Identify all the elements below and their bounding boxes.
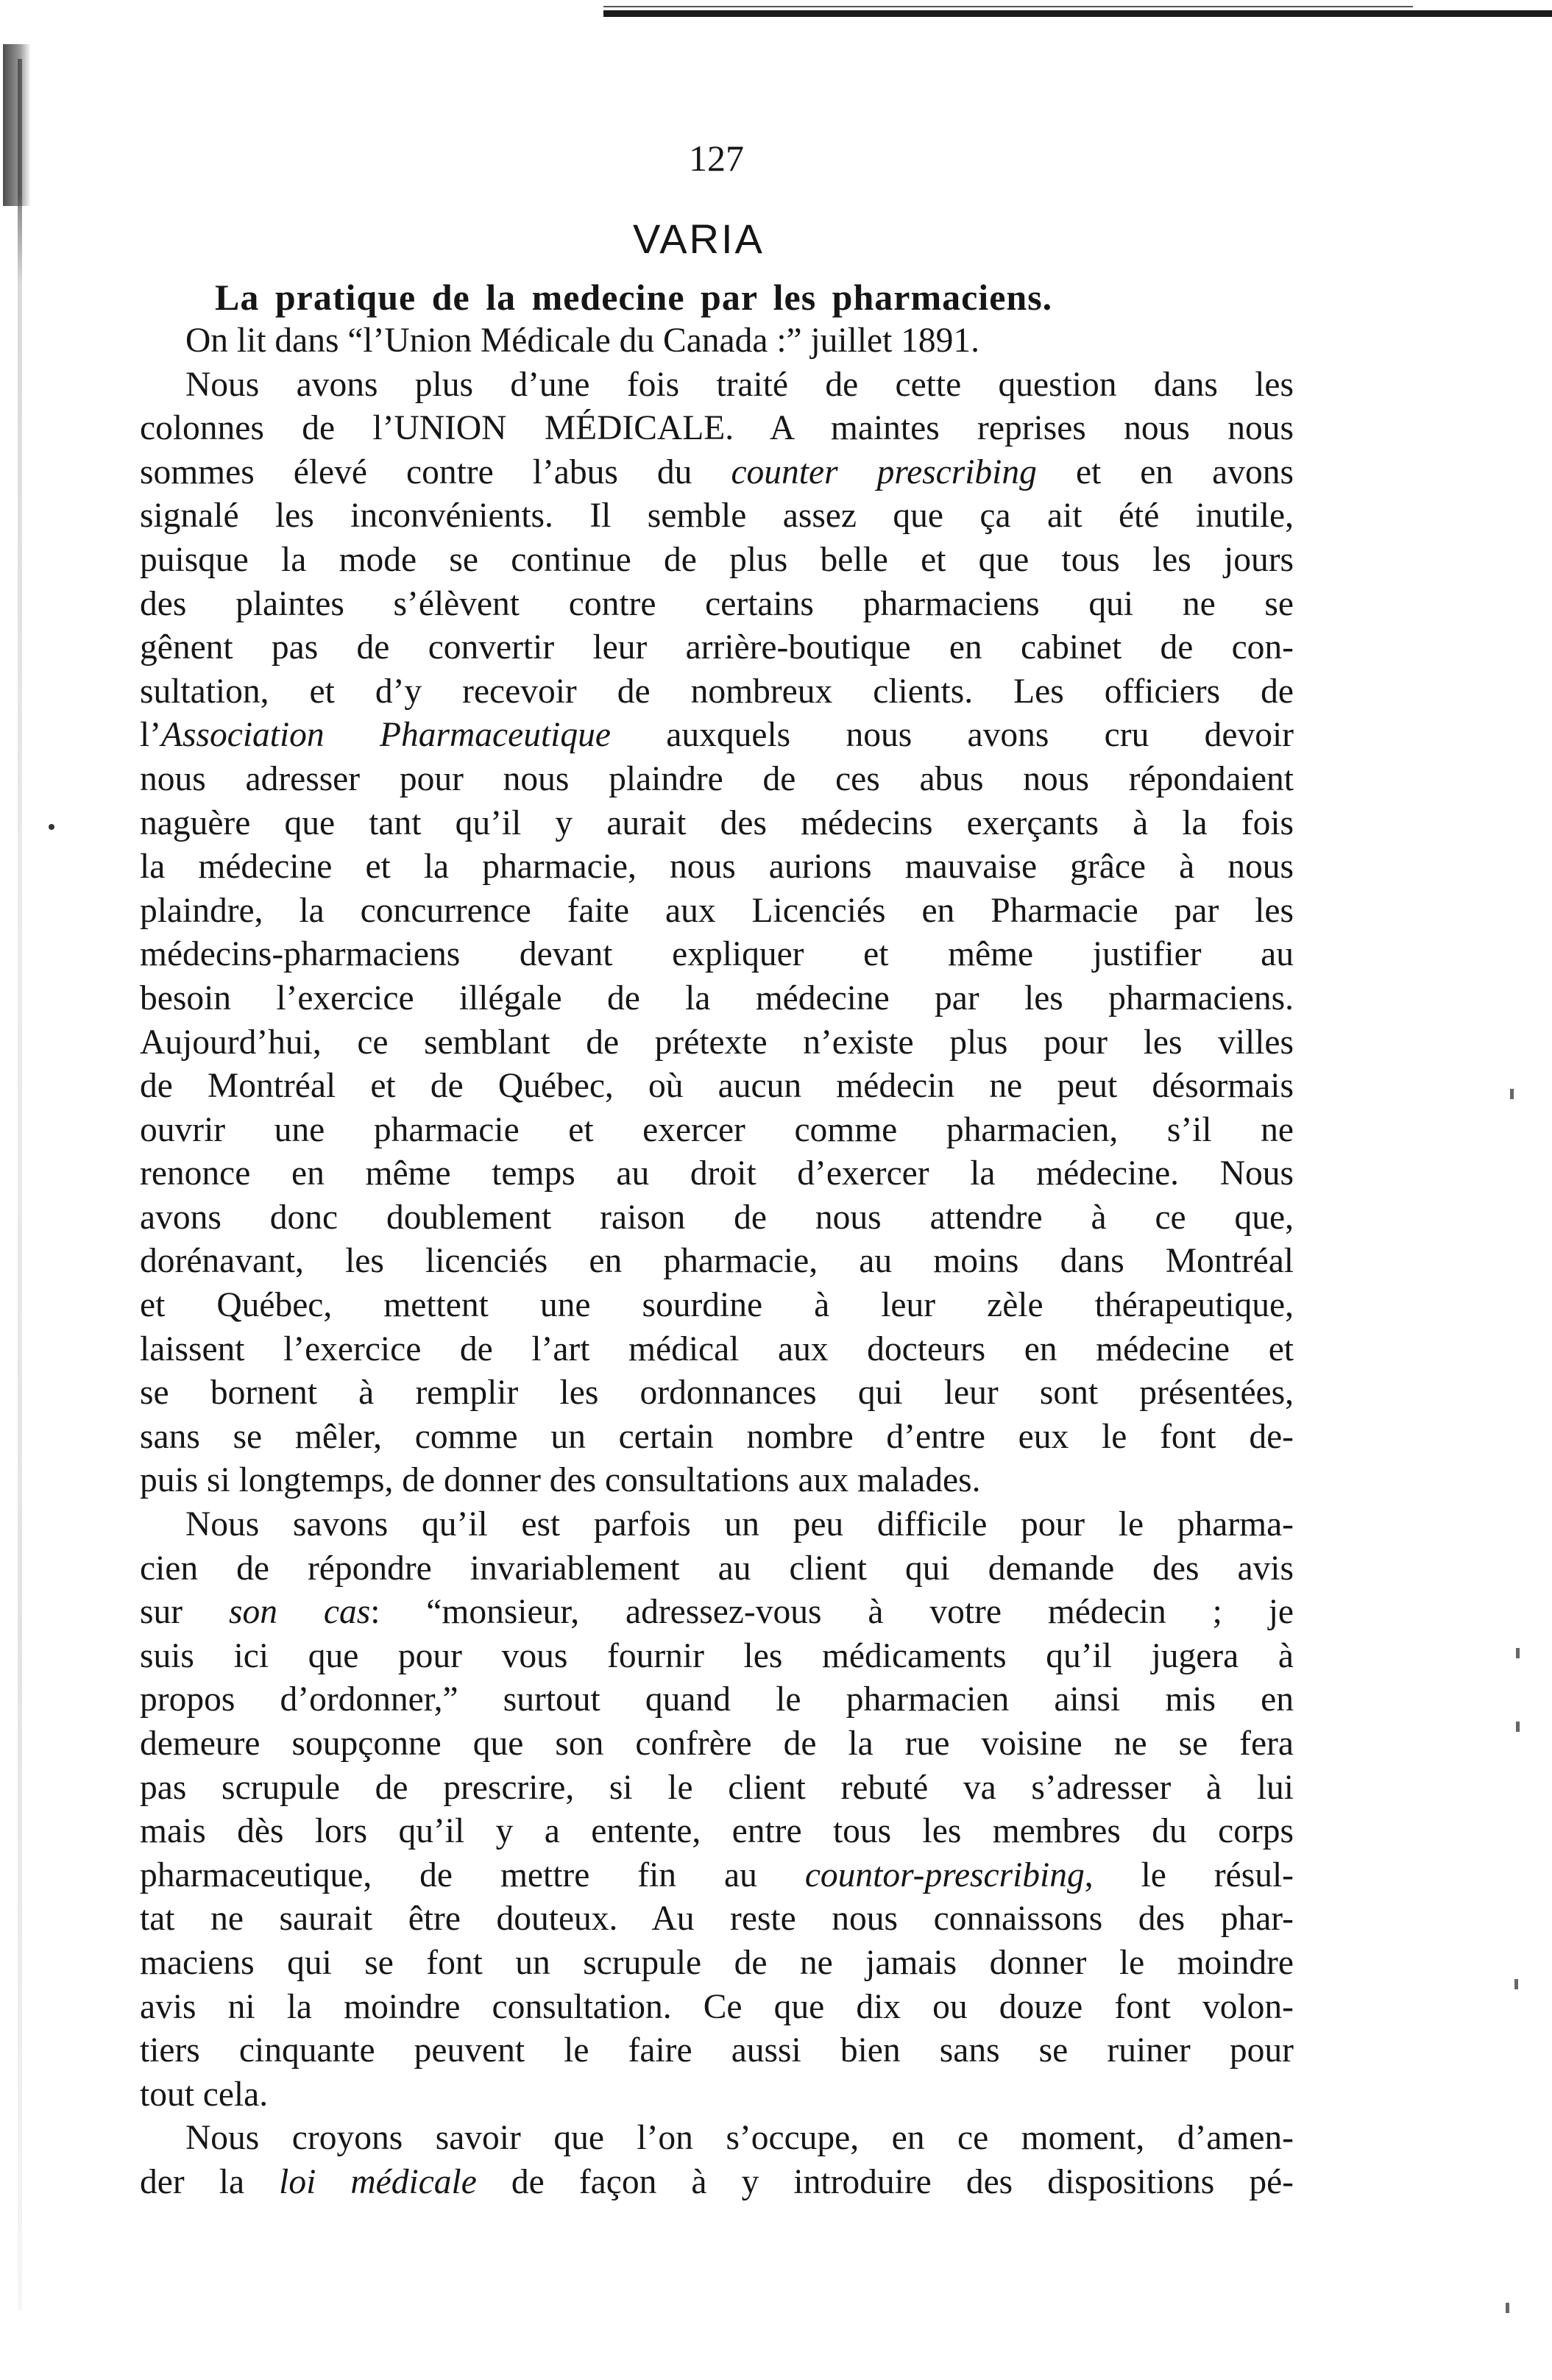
text-line: puisque la mode se continue de plus belle et que tous les jours	[140, 540, 1294, 579]
text-line: maciens qui se font un scrupule de ne jamais donner le moindre	[140, 1943, 1294, 1982]
text-line: plaindre, la concurrence faite aux Licenciés en Pharmacie par les	[140, 891, 1294, 930]
section-heading: VARIA	[633, 216, 765, 262]
text-line: avis ni la moindre consultation. Ce que dix ou douze font volon-	[140, 1987, 1294, 2026]
text-line: nous adresser pour nous plaindre de ces abus nous répondaient	[140, 759, 1294, 798]
text-line: tiers cinquante peuvent le faire aussi bien sans se ruiner pour	[140, 2031, 1294, 2070]
text-line: gênent pas de convertir leur arrière-boutique en cabinet de con-	[140, 628, 1294, 667]
text-line: sans se mêler, comme un certain nombre d’entre eux le font de-	[140, 1417, 1294, 1456]
text-line: pharmaceutique, de mettre fin au countor-prescribing, le résul-	[140, 1855, 1294, 1894]
margin-speck	[1516, 1648, 1520, 1658]
text-line: besoin l’exercice illégale de la médecine par les pharmaciens.	[140, 978, 1294, 1017]
page-edge-shadow	[18, 59, 22, 2310]
binding-shadow	[3, 44, 31, 206]
text-line: sommes élevé contre l’abus du counter prescribing et en avons	[140, 452, 1294, 491]
text-line: puis si longtemps, de donner des consultations aux malades.	[140, 1461, 981, 1500]
text-line: Nous savons qu’il est parfois un peu difficile pour le pharma-	[185, 1505, 1294, 1544]
text-line: On lit dans “l’Union Médicale du Canada :” juillet 1891.	[185, 322, 980, 360]
text-line: naguère que tant qu’il y aurait des médecins exerçants à la fois	[140, 803, 1294, 842]
scan-edge-line	[603, 6, 1413, 7]
text-line: médecins-pharmaciens devant expliquer et même justifier au	[140, 935, 1294, 974]
text-line: dorénavant, les licenciés en pharmacie, au moins dans Montréal	[140, 1242, 1294, 1281]
article-body	[140, 319, 1294, 2205]
text-line: mais dès lors qu’il y a entente, entre tous les membres du corps	[140, 1812, 1294, 1851]
text-line: des plaintes s’élèvent contre certains pharmaciens qui ne se	[140, 584, 1294, 623]
text-line: suis ici que pour vous fournir les médicaments qu’il jugera à	[140, 1636, 1294, 1675]
text-line: der la loi médicale de façon à y introduire des dispositions pé-	[140, 2162, 1294, 2201]
text-line: de Montréal et de Québec, où aucun médecin ne peut désormais	[140, 1067, 1294, 1106]
margin-speck	[1506, 2303, 1509, 2313]
text-line: laissent l’exercice de l’art médical aux docteurs en médecine et	[140, 1329, 1294, 1368]
article-title: La pratique de la medecine par les pharmaciens.	[215, 277, 1053, 318]
text-line: colonnes de l’UNION MÉDICALE. A maintes reprises nous nous	[140, 409, 1294, 448]
text-line: pas scrupule de prescrire, si le client rebuté va s’adresser à lui	[140, 1768, 1294, 1807]
text-line: la médecine et la pharmacie, nous aurions mauvaise grâce à nous	[140, 848, 1294, 887]
scan-top-border	[603, 10, 1552, 17]
text-line: l’Association Pharmaceutique auxquels nous avons cru devoir	[140, 716, 1294, 755]
ink-speck	[49, 824, 54, 830]
text-line: Nous avons plus d’une fois traité de cette question dans les	[185, 365, 1294, 404]
text-line: tat ne saurait être douteux. Au reste nous connaissons des phar-	[140, 1900, 1294, 1939]
text-line: cien de répondre invariablement au client qui demande des avis	[140, 1549, 1294, 1588]
text-line: tout cela.	[140, 2075, 269, 2114]
margin-speck	[1514, 1979, 1518, 1989]
text-line: avons donc doublement raison de nous attendre à ce que,	[140, 1198, 1294, 1237]
text-line: signalé les inconvénients. Il semble assez que ça ait été inutile,	[140, 497, 1294, 536]
text-line: se bornent à remplir les ordonnances qui leur sont présentées,	[140, 1374, 1294, 1413]
text-line: sultation, et d’y recevoir de nombreux clients. Les officiers de	[140, 672, 1294, 711]
text-line: Aujourd’hui, ce semblant de prétexte n’existe plus pour les villes	[140, 1023, 1294, 1062]
text-line: propos d’ordonner,” surtout quand le pharmacien ainsi mis en	[140, 1680, 1294, 1719]
margin-speck	[1510, 1089, 1514, 1099]
text-line: Nous croyons savoir que l’on s’occupe, en ce moment, d’amen-	[185, 2119, 1294, 2158]
text-line: ouvrir une pharmacie et exercer comme pharmacien, s’il ne	[140, 1110, 1294, 1149]
text-line: renonce en même temps au droit d’exercer la médecine. Nous	[140, 1154, 1294, 1193]
text-line: demeure soupçonne que son confrère de la rue voisine ne se fera	[140, 1724, 1294, 1763]
page-number: 127	[689, 138, 744, 179]
margin-speck	[1516, 1722, 1520, 1732]
text-line: et Québec, mettent une sourdine à leur zèle thérapeutique,	[140, 1286, 1294, 1325]
text-line: sur son cas: “monsieur, adressez-vous à votre médecin ; je	[140, 1593, 1294, 1632]
